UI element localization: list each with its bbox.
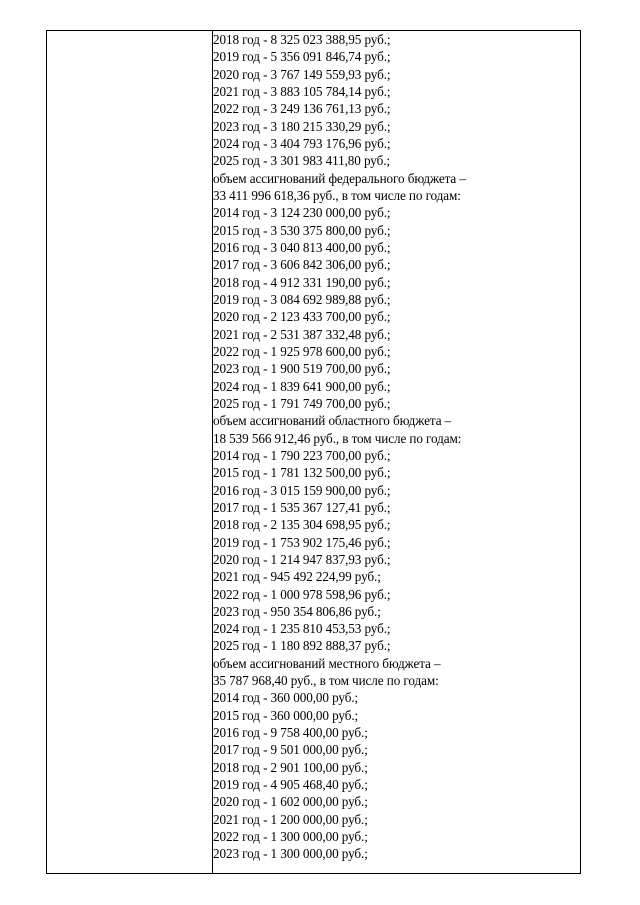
text-line: 2014 год - 360 000,00 руб.; [213,690,359,706]
text-line: 2017 год - 3 606 842 306,00 руб.; [213,257,391,273]
budget-table [46,30,581,874]
text-line: 2024 год - 1 235 810 453,53 руб.; [213,621,391,637]
text-line: 2020 год - 2 123 433 700,00 руб.; [213,309,391,325]
text-line: 2015 год - 360 000,00 руб.; [213,707,359,723]
text-line: 2014 год - 1 790 223 700,00 руб.; [213,447,391,463]
text-line: 2016 год - 9 758 400,00 руб.; [213,725,368,741]
text-line: 2018 год - 2 901 100,00 руб.; [213,759,368,775]
funding-details-cell [213,31,581,874]
text-line: 2021 год - 2 531 387 332,48 руб.; [213,326,391,342]
text-line: 2019 год - 5 356 091 846,74 руб.; [213,49,391,65]
section-total-line: 33 411 996 618,36 руб., в том числе по годам: [213,187,461,203]
text-line: 2023 год - 3 180 215 330,29 руб.; [213,118,391,134]
text-line: 2019 год - 3 084 692 989,88 руб.; [213,291,391,307]
text-line: 2017 год - 9 501 000,00 руб.; [213,742,368,758]
section-total-line: 18 539 566 912,46 руб., в том числе по годам: [213,430,462,446]
text-line: 2022 год - 1 925 978 600,00 руб.; [213,343,391,359]
section-heading-line: объем ассигнований областного бюджета – [213,413,452,429]
section-total-line: 35 787 968,40 руб., в том числе по годам: [213,673,439,689]
text-line: 2020 год - 1 602 000,00 руб.; [213,794,368,810]
text-line: 2015 год - 3 530 375 800,00 руб.; [213,222,391,238]
text-line: 2022 год - 1 300 000,00 руб.; [213,829,368,845]
text-line: 2024 год - 3 404 793 176,96 руб.; [213,135,391,151]
text-line: 2025 год - 1 791 749 700,00 руб.; [213,395,391,411]
text-line: 2023 год - 1 300 000,00 руб.; [213,846,368,862]
text-line: 2020 год - 1 214 947 837,93 руб.; [213,551,391,567]
text-line: 2023 год - 950 354 806,86 руб.; [213,603,381,619]
text-line: 2025 год - 1 180 892 888,37 руб.; [213,638,391,654]
text-line: 2019 год - 4 905 468,40 руб.; [213,777,368,793]
text-line: 2025 год - 3 301 983 411,80 руб.; [213,153,390,169]
text-line: 2014 год - 3 124 230 000,00 руб.; [213,205,391,221]
text-line: 2018 год - 4 912 331 190,00 руб.; [213,274,391,290]
text-line: 2018 год - 8 325 023 388,95 руб.; [213,32,391,47]
text-line: 2024 год - 1 839 641 900,00 руб.; [213,378,391,394]
text-line: 2022 год - 3 249 136 761,13 руб.; [213,101,391,117]
text-line: 2018 год - 2 135 304 698,95 руб.; [213,517,391,533]
text-line: 2021 год - 3 883 105 784,14 руб.; [213,83,391,99]
section-heading-line: объем ассигнований местного бюджета – [213,655,441,671]
text-line: 2022 год - 1 000 978 598,96 руб.; [213,586,391,602]
text-line: 2021 год - 1 200 000,00 руб.; [213,811,368,827]
text-line: 2017 год - 1 535 367 127,41 руб.; [213,499,391,515]
funding-lines [213,31,580,863]
text-line: 2021 год - 945 492 224,99 руб.; [213,569,381,585]
text-line: 2020 год - 3 767 149 559,93 руб.; [213,66,391,82]
text-line: 2015 год - 1 781 132 500,00 руб.; [213,465,391,481]
empty-label-cell [47,31,213,874]
text-line: 2016 год - 3 040 813 400,00 руб.; [213,239,391,255]
section-heading-line: объем ассигнований федерального бюджета – [213,170,466,186]
text-line: 2023 год - 1 900 519 700,00 руб.; [213,361,391,377]
text-line: 2016 год - 3 015 159 900,00 руб.; [213,482,391,498]
text-line: 2019 год - 1 753 902 175,46 руб.; [213,534,391,550]
table-row [47,31,581,874]
